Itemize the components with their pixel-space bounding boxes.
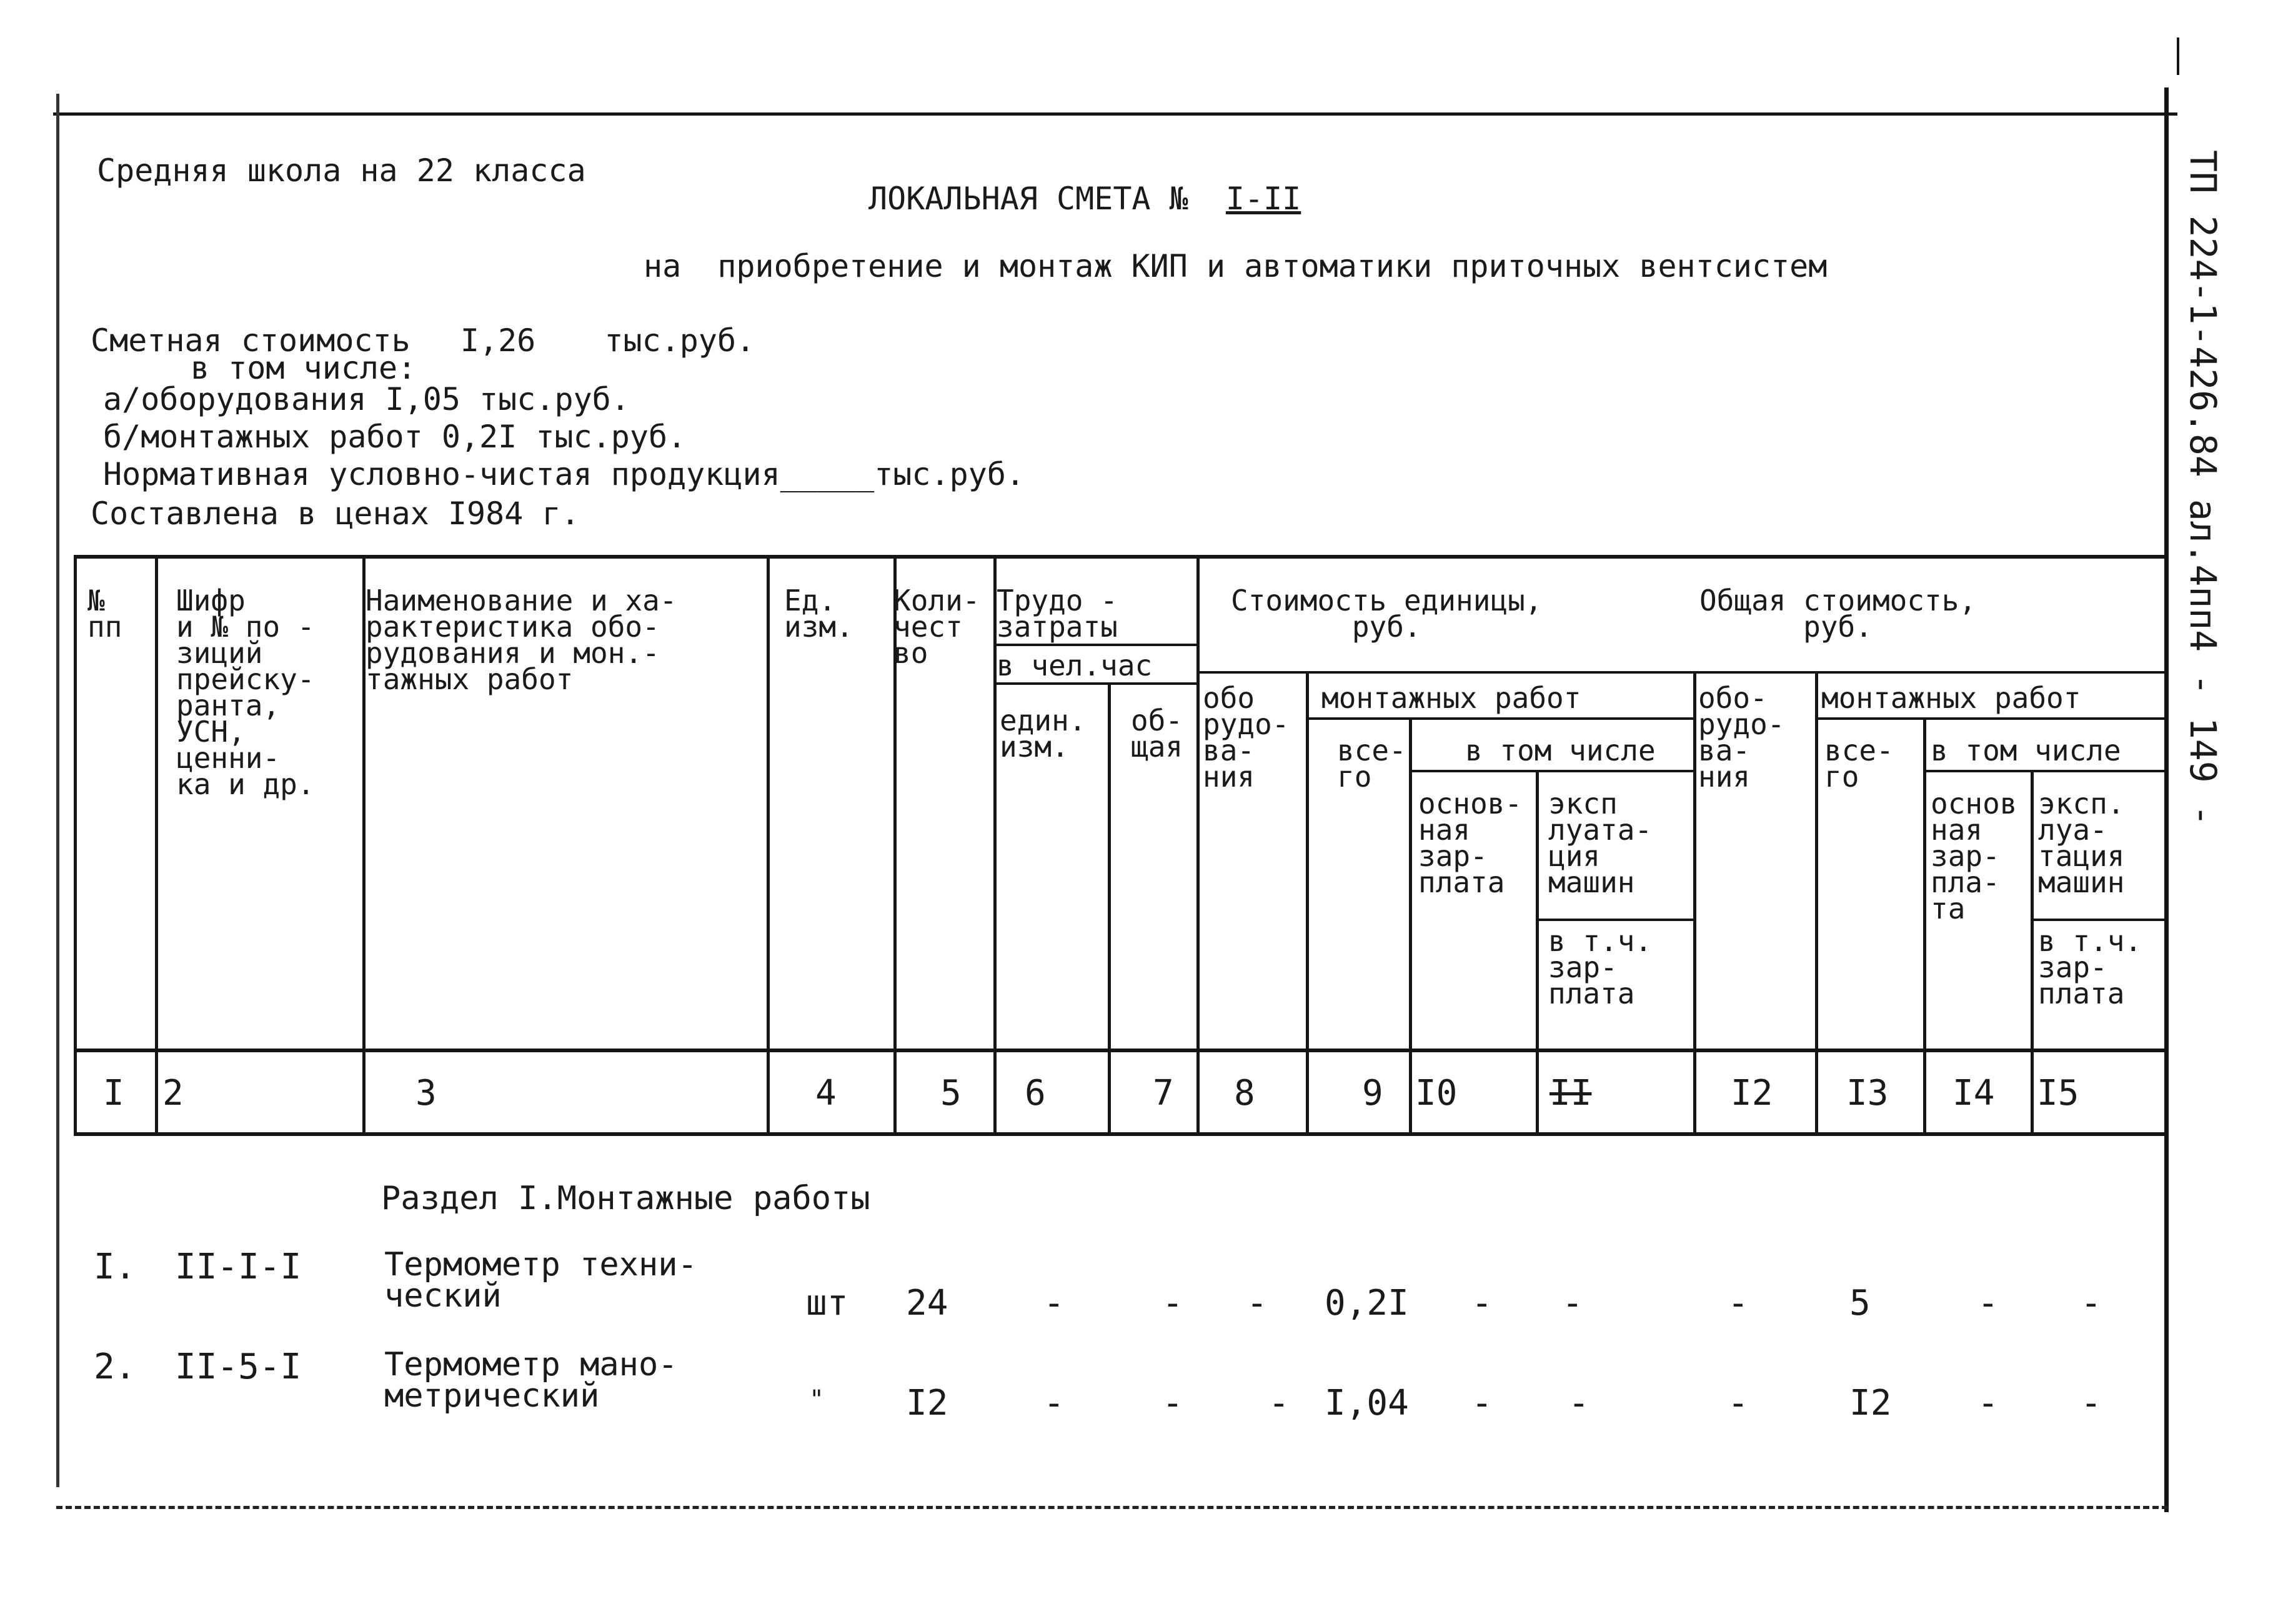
header-c14: основ ная зар- пла- та xyxy=(1931,787,2017,925)
header-c4: Ед. изм. xyxy=(784,584,853,644)
estimate-title-prefix: ЛОКАЛЬНАЯ СМЕТА № xyxy=(868,181,1188,217)
row1-unit: шт xyxy=(806,1283,848,1323)
row1-c13: 5 xyxy=(1849,1283,1871,1323)
row2-c14: - xyxy=(1977,1383,1999,1423)
row2-c7: - xyxy=(1162,1383,1183,1423)
colnum-12: I2 xyxy=(1731,1073,1773,1113)
col-line-11 xyxy=(1693,671,1696,1136)
header-c5: Коли- чест во xyxy=(893,584,980,670)
colnum-9: 9 xyxy=(1362,1073,1383,1113)
header-incl2: в том числе xyxy=(1931,734,2121,767)
labor-sub-line xyxy=(993,682,1196,685)
row2-c13: I2 xyxy=(1849,1383,1892,1423)
header-labor-sub: в чел.час xyxy=(997,649,1153,682)
table-top-line xyxy=(74,555,2168,559)
cost-unit: тыс.руб. xyxy=(604,322,755,359)
subtitle-text: приобретение и монтаж КИП и автоматики приточных вентсистем xyxy=(717,248,1828,284)
left-border xyxy=(56,94,59,1487)
col-line-12 xyxy=(1815,671,1818,1136)
row1-n: I. xyxy=(94,1247,136,1287)
exp2-split-line xyxy=(2031,919,2168,921)
colnum-11: II xyxy=(1549,1073,1592,1113)
exp-split-line xyxy=(1536,919,1693,921)
col-line-3 xyxy=(767,555,770,1136)
header-c1: № пп xyxy=(87,584,122,644)
col-line-7 xyxy=(1196,555,1200,1136)
row1-c14: - xyxy=(1977,1283,1999,1323)
equipment-cost: а/оборудования I,05 тыс.руб. xyxy=(103,381,630,417)
row2-c8: - xyxy=(1268,1383,1290,1423)
header-c9: все- го xyxy=(1337,734,1406,794)
incl2-split-line xyxy=(1923,770,2168,772)
header-c12: обо- рудо- ва- ния xyxy=(1698,681,1785,794)
row1-name-1: Термометр техни- xyxy=(384,1246,697,1283)
colnum-7: 7 xyxy=(1153,1073,1174,1113)
colnum-15: I5 xyxy=(2037,1073,2079,1113)
row2-n: 2. xyxy=(94,1347,136,1387)
col-line-10 xyxy=(1536,770,1539,1136)
header-c15: эксп. луа- тация машин xyxy=(2038,787,2125,899)
col-line-1 xyxy=(155,555,158,1136)
bottom-dashed-line xyxy=(56,1506,2168,1509)
mont2-split-line xyxy=(1815,717,2168,720)
col-line-9 xyxy=(1409,717,1412,1136)
header-c8: обо рудо- ва- ния xyxy=(1203,681,1290,794)
col-line-8 xyxy=(1306,671,1309,1136)
header-labor: Трудо - затраты xyxy=(997,584,1118,644)
labor-split-line xyxy=(993,644,1196,646)
unit-cost-split-line xyxy=(1196,671,2168,674)
colnum-4: 4 xyxy=(815,1073,837,1113)
colnum-3: 3 xyxy=(415,1073,437,1113)
header-bottom-line xyxy=(74,1049,2168,1052)
row2-name-1: Термометр мано- xyxy=(384,1346,678,1383)
estimate-title xyxy=(868,181,1301,216)
colnum-1: I xyxy=(103,1073,124,1113)
header-unit-cost: Стоимость единицы, руб. xyxy=(1231,584,1543,644)
colnum-14: I4 xyxy=(1952,1073,1995,1113)
row1-c7: - xyxy=(1162,1283,1183,1323)
prices-year: Составлена в ценах I984 г. xyxy=(91,496,580,532)
including-label: в том числе: xyxy=(191,350,417,386)
right-border xyxy=(2164,87,2169,1512)
row2-name-2: метрический xyxy=(384,1377,600,1415)
row1-c9: 0,2I xyxy=(1325,1283,1409,1323)
row1-c8: - xyxy=(1246,1283,1268,1323)
row2-c6: - xyxy=(1043,1383,1065,1423)
installation-cost: б/монтажных работ 0,2I тыс.руб. xyxy=(103,419,687,455)
colnum-10: I0 xyxy=(1415,1073,1458,1113)
row1-c15: - xyxy=(2081,1283,2102,1323)
col-line-14 xyxy=(2031,770,2034,1136)
colnum-13: I3 xyxy=(1846,1073,1889,1113)
row1-qty: 24 xyxy=(906,1283,948,1323)
row2-unit: " xyxy=(809,1385,825,1414)
colnum-6: 6 xyxy=(1025,1073,1046,1113)
cost-value: I,26 xyxy=(460,322,536,359)
right-outer-border xyxy=(2177,37,2179,75)
row2-qty: I2 xyxy=(906,1383,948,1423)
cost-label: Сметная стоимость xyxy=(91,322,410,359)
header-total-cost: Общая стоимость, руб. xyxy=(1699,584,1977,644)
section-title: Раздел I.Монтажные работы xyxy=(381,1180,870,1217)
colnum-8: 8 xyxy=(1234,1073,1255,1113)
row2-c12: - xyxy=(1728,1383,1749,1423)
row1-name-2: ческий xyxy=(384,1277,502,1315)
colnum-2: 2 xyxy=(162,1073,184,1113)
side-code: ТП 224-1-426.84 ал.4пп4 - 149 - xyxy=(2182,150,2224,827)
numbers-bottom-line xyxy=(74,1132,2168,1136)
col-line-6 xyxy=(1108,682,1111,1136)
header-c10: основ- ная зар- плата xyxy=(1418,787,1523,899)
estimate-subtitle xyxy=(644,249,1827,284)
header-mont2: монтажных работ xyxy=(1821,681,2081,715)
row1-c12: - xyxy=(1728,1283,1749,1323)
header-c6: един. изм. xyxy=(1000,704,1087,764)
row1-c10: - xyxy=(1471,1283,1493,1323)
header-c15b: в т.ч. зар- плата xyxy=(2038,924,2142,1010)
incl-split-line xyxy=(1409,770,1693,772)
row1-c6: - xyxy=(1043,1283,1065,1323)
header-incl: в том числе xyxy=(1465,734,1656,767)
col-line-0 xyxy=(74,555,77,1136)
subtitle-prefix: на xyxy=(644,248,682,284)
row2-c15: - xyxy=(2081,1383,2102,1423)
colnum-5: 5 xyxy=(940,1073,962,1113)
row1-c11: - xyxy=(1562,1283,1583,1323)
estimate-number: I-II xyxy=(1225,181,1301,217)
col-line-13 xyxy=(1923,717,1926,1136)
header-c3: Наименование и ха- рактеристика обо- рудования и мон.- тажных работ xyxy=(366,584,677,696)
row2-c11: - xyxy=(1568,1383,1589,1423)
header-mont: монтажных работ xyxy=(1321,681,1581,715)
row2-c9: I,04 xyxy=(1325,1383,1409,1423)
header-c13: все- го xyxy=(1824,734,1894,794)
header-c11: эксп луата- ция машин xyxy=(1548,787,1653,899)
row1-code: II-I-I xyxy=(175,1247,302,1287)
header-c11b: в т.ч. зар- плата xyxy=(1548,924,1653,1010)
top-border xyxy=(53,112,2177,116)
row2-code: II-5-I xyxy=(175,1347,302,1387)
mont-split-line xyxy=(1306,717,1693,720)
header-c2: Шифр и № по - зиций прейску- ранта, УСН, ценни- ка и др. xyxy=(176,584,315,801)
header-c7: об- щая xyxy=(1131,704,1183,764)
row2-c10: - xyxy=(1471,1383,1493,1423)
school-title: Средняя школа на 22 класса xyxy=(97,152,586,189)
normative-product: Нормативная условно-чистая продукция_____тыс.руб. xyxy=(103,456,1025,492)
